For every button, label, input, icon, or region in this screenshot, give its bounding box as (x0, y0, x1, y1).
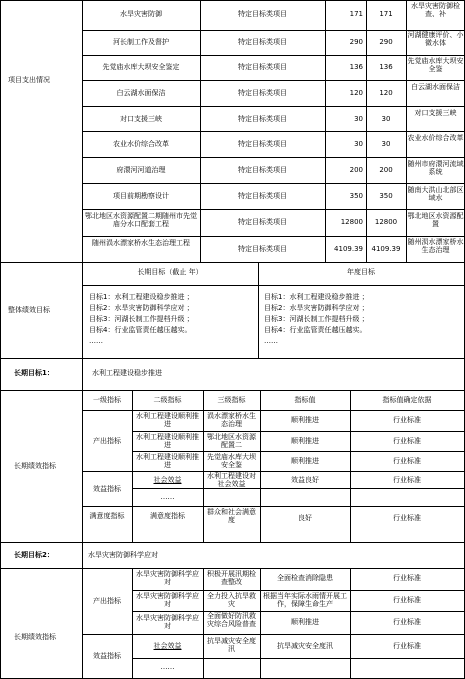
basis-cell: 行业标准 (393, 416, 421, 424)
value-cell: 顺利推进 (291, 437, 319, 445)
level2-cell: 社会效益 (153, 642, 182, 650)
basis-cell: 行业标准 (393, 514, 421, 522)
project-type: 特定目标类项目 (238, 115, 287, 123)
long-term-goal-item: 目标4：行业监管责任越压越实。 (89, 326, 192, 334)
header-basis: 指标值确定依据 (382, 396, 432, 404)
level3-cell: 涢水漂家桥水生态治理 (207, 412, 256, 428)
project-desc: 鄂北地区水资源配置 (407, 212, 464, 228)
project-budget: 136 (349, 63, 363, 71)
annual-goal-item: 目标4：行业监管责任越压越实。 (264, 326, 367, 334)
annual-goal-item: 目标2：水旱灾害防御科学应对 ； (264, 304, 369, 312)
level2-cell: 水利工程建设顺利推进 (136, 412, 199, 428)
value-cell: 良好 (298, 514, 312, 522)
satisfaction-indicator-label: 满意度指标 (89, 512, 125, 520)
project-type: 特定目标类项目 (238, 245, 287, 253)
long-term-goal-item: 目标1：水利工程建设稳步推进 ； (89, 293, 194, 301)
output-indicator-label: 产出指标 (93, 437, 121, 445)
goal2-label: 长期目标2： (14, 551, 54, 559)
project-amount: 120 (379, 89, 393, 97)
level2-cell: 水利工程建设顺利推进 (136, 453, 199, 469)
project-name: 水旱灾害防御 (120, 10, 162, 18)
project-budget: 30 (354, 115, 363, 123)
project-name: 白云湖水面保洁 (116, 89, 166, 97)
project-name: 府澴河河道治理 (116, 166, 166, 174)
project-desc: 河湖健康评价、小微水体 (407, 31, 464, 47)
project-amount: 4109.39 (371, 245, 401, 253)
level3-cell: 全力投入抗旱救灾 (207, 592, 256, 608)
project-budget: 30 (354, 140, 363, 148)
long-term-goal-item: 目标3：河湖长制工作提档升级 ； (89, 315, 194, 323)
basis-cell: 行业标准 (393, 642, 421, 650)
level2-cell: …… (160, 663, 175, 671)
goal2-indicator-label: 长期绩效指标 (14, 633, 56, 641)
project-desc: 对口支援三峡 (414, 109, 457, 117)
annual-goal-item: 目标1：水利工程建设稳步推进 ； (264, 293, 369, 301)
basis-cell: 行业标准 (393, 457, 421, 465)
basis-cell: 行业标准 (393, 437, 421, 445)
effect-indicator-label: 效益指标 (93, 652, 121, 660)
goal1-label: 长期目标1： (14, 369, 54, 377)
project-name: 先觉庙水库大坝安全鉴定 (102, 63, 180, 71)
overall-goals-label: 整体绩效目标 (8, 306, 50, 314)
level2-cell: 水旱灾害防御科学应对 (136, 614, 199, 630)
annual-goal-item: 目标3：河湖长制工作提档升级 ； (264, 315, 369, 323)
project-amount: 30 (381, 140, 391, 148)
project-name: 河长制工作及督护 (113, 38, 169, 46)
header-level3: 三级指标 (217, 396, 246, 404)
project-desc: 先觉庙水库大坝安全鉴 (407, 57, 464, 73)
project-type: 特定目标类项目 (238, 166, 287, 174)
project-name: 农业水价综合改革 (113, 140, 169, 148)
project-desc: 水旱灾害防御检查、补 (411, 2, 460, 18)
basis-cell: 行业标准 (393, 476, 421, 484)
header-level2: 二级指标 (153, 396, 182, 404)
project-amount: 12800 (374, 218, 398, 226)
project-type: 特定目标类项目 (238, 140, 287, 148)
level3-cell: 群众和社会满意度 (207, 508, 256, 524)
project-budget: 120 (349, 89, 363, 97)
level2-cell: …… (160, 493, 175, 501)
project-budget: 350 (349, 192, 363, 200)
project-type: 特定目标类项目 (238, 63, 287, 71)
level3-cell: 积极开展汛期检查整改 (207, 570, 256, 586)
project-amount: 200 (379, 166, 393, 174)
level3-cell: 抗旱减灾安全度汛 (207, 637, 256, 653)
project-type: 特定目标类项目 (238, 10, 287, 18)
value-cell: 抗旱减灾安全度汛 (277, 642, 333, 650)
level2-cell: 水利工程建设顺利推进 (136, 433, 199, 449)
project-desc: 随州市府澴河流域系统 (407, 160, 464, 176)
project-expenditure-label: 项目支出情况 (8, 76, 50, 84)
project-desc: 随州涢水漂家桥水生态治理 (407, 238, 464, 254)
project-type: 特定目标类项目 (238, 89, 287, 97)
basis-cell: 行业标准 (393, 596, 421, 604)
project-amount: 290 (379, 38, 393, 46)
project-name: 项目前期勘察设计 (113, 192, 169, 200)
goal2-text: 水旱灾害防御科学应对 (88, 551, 158, 559)
project-desc: 农业水价综合改革 (407, 134, 464, 142)
project-type: 特定目标类项目 (238, 218, 287, 226)
value-cell: 顺利推进 (291, 618, 319, 626)
level3-cell: 全面做好防汛救灾综合风险普查 (207, 612, 256, 628)
project-amount: 350 (379, 192, 393, 200)
value-cell: 顺利推进 (291, 416, 319, 424)
header-level1: 一级指标 (93, 396, 121, 404)
basis-cell: 行业标准 (393, 574, 421, 582)
goal1-text: 水利工程建设稳步推进 (92, 369, 162, 377)
project-name: 对口支援三峡 (120, 115, 162, 123)
basis-cell: 行业标准 (393, 618, 421, 626)
project-desc: 随南大洪山北部区域水 (407, 186, 464, 202)
project-budget: 12800 (340, 218, 363, 226)
level2-cell: 水旱灾害防御科学应对 (136, 570, 199, 586)
project-type: 特定目标类项目 (238, 38, 287, 46)
project-amount: 171 (379, 10, 393, 18)
long-term-goal-header: 长期目标（截止 年） (137, 268, 203, 276)
annual-goal-header: 年度目标 (347, 268, 375, 276)
level3-cell: 水利工程建设对社会效益 (207, 472, 256, 487)
annual-goal-item: …… (264, 337, 278, 345)
level2-cell: 满意度指标 (150, 512, 185, 520)
project-budget: 290 (349, 38, 363, 46)
long-term-goal-item: 目标2：水旱灾害防御科学应对 ； (89, 304, 194, 312)
project-type: 特定目标类项目 (238, 192, 287, 200)
project-budget: 171 (349, 10, 363, 18)
value-cell: 效益良好 (291, 476, 319, 484)
project-name: 随州涢水漂家桥水生态治理工程 (92, 239, 190, 247)
project-amount: 136 (379, 63, 393, 71)
value-cell: 顺利推进 (291, 457, 319, 465)
project-desc: 白云湖水面保洁 (411, 83, 460, 91)
effect-indicator-label: 效益指标 (93, 485, 121, 493)
level3-cell: 先觉庙水库大坝安全鉴 (207, 453, 256, 469)
value-cell: 全面检查消除隐患 (277, 574, 333, 582)
value-cell: 根据当年实际水雨情开展工作，保障生命生产 (263, 592, 347, 608)
header-value: 指标值 (294, 396, 316, 404)
long-term-goal-item: …… (89, 337, 103, 345)
output-indicator-label: 产出指标 (93, 597, 121, 605)
project-budget: 4109.39 (334, 245, 363, 253)
project-amount: 30 (381, 115, 391, 123)
level2-cell: 水旱灾害防御科学应对 (136, 592, 199, 608)
goal1-indicator-label: 长期绩效指标 (14, 462, 56, 470)
level2-cell: 社会效益 (153, 476, 182, 484)
level3-cell: 鄂北地区水资源配置二 (207, 433, 256, 449)
project-budget: 200 (349, 166, 363, 174)
project-name: 鄂北地区水资源配置二期随州市先觉庙分水口配套工程 (85, 212, 197, 228)
